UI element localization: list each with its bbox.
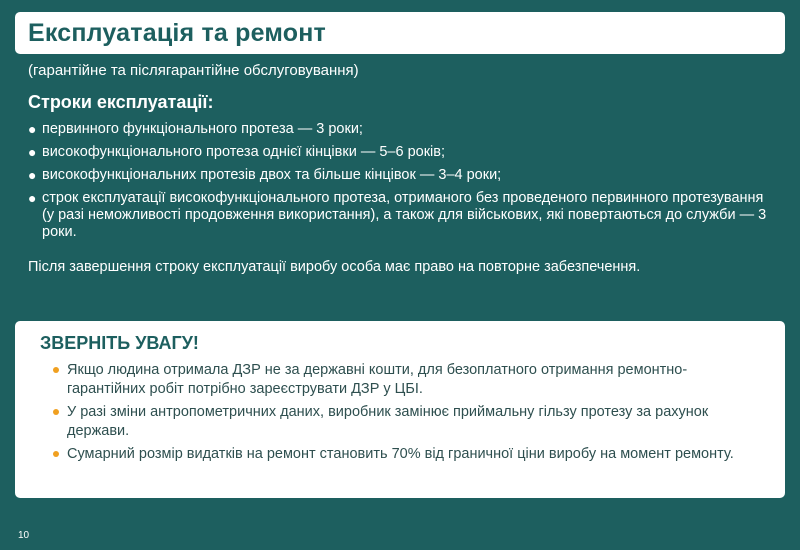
list-item [28,121,778,138]
terms-heading: Строки експлуатації: [28,92,214,112]
bullet-icon [53,367,59,373]
reissue-note: Після завершення строку експлуатації виробу особа має право на повторне забезпечення. [28,259,641,275]
list-item-text: високофункціональних протезів двох та більше кінцівок — 3–4 роки; [42,167,502,183]
bullet-icon: ● [28,144,37,160]
bullet-icon: ● [28,190,37,206]
list-item [28,190,778,241]
list-item-text: строк експлуатації високофункціонального протеза, отриманого без проведеного первинного протезування (у разі неможливості продовження використання), а також для військових, які повертаються до служби — 3 роки. [42,190,767,240]
bullet-icon: ● [28,167,37,183]
list-item [28,144,778,161]
list-item-text: Якщо людина отримала ДЗР не за державні кошти, для безоплатного отримання ремонтно-гарантійних робіт потрібно зареєструвати ДЗР у ЦБІ. [67,362,688,397]
attention-panel [15,321,785,498]
list-item [53,403,763,441]
title-bar [15,12,785,54]
attention-heading: ЗВЕРНІТЬ УВАГУ! [40,333,199,353]
bullet-icon: ● [28,121,37,137]
subtitle: (гарантійне та післягарантійне обслуговування) [28,62,359,79]
list-item-text: високофункціонального протеза однієї кінцівки — 5–6 років; [42,144,445,160]
attention-list [53,361,763,468]
page-number: 10 [18,530,30,541]
terms-list [28,121,778,247]
list-item-text: У разі зміни антропометричних даних, виробник замінює приймальну гільзу протезу за рахунок держави. [67,404,709,439]
page-title: Експлуатація та ремонт [28,19,327,47]
bullet-icon [53,409,59,415]
list-item [53,445,763,464]
list-item [53,361,763,399]
bullet-icon [53,451,59,457]
list-item-text: первинного функціонального протеза — 3 роки; [42,121,363,137]
list-item-text: Сумарний розмір видатків на ремонт становить 70% від граничної ціни виробу на момент ремонту. [67,446,734,462]
list-item [28,167,778,184]
